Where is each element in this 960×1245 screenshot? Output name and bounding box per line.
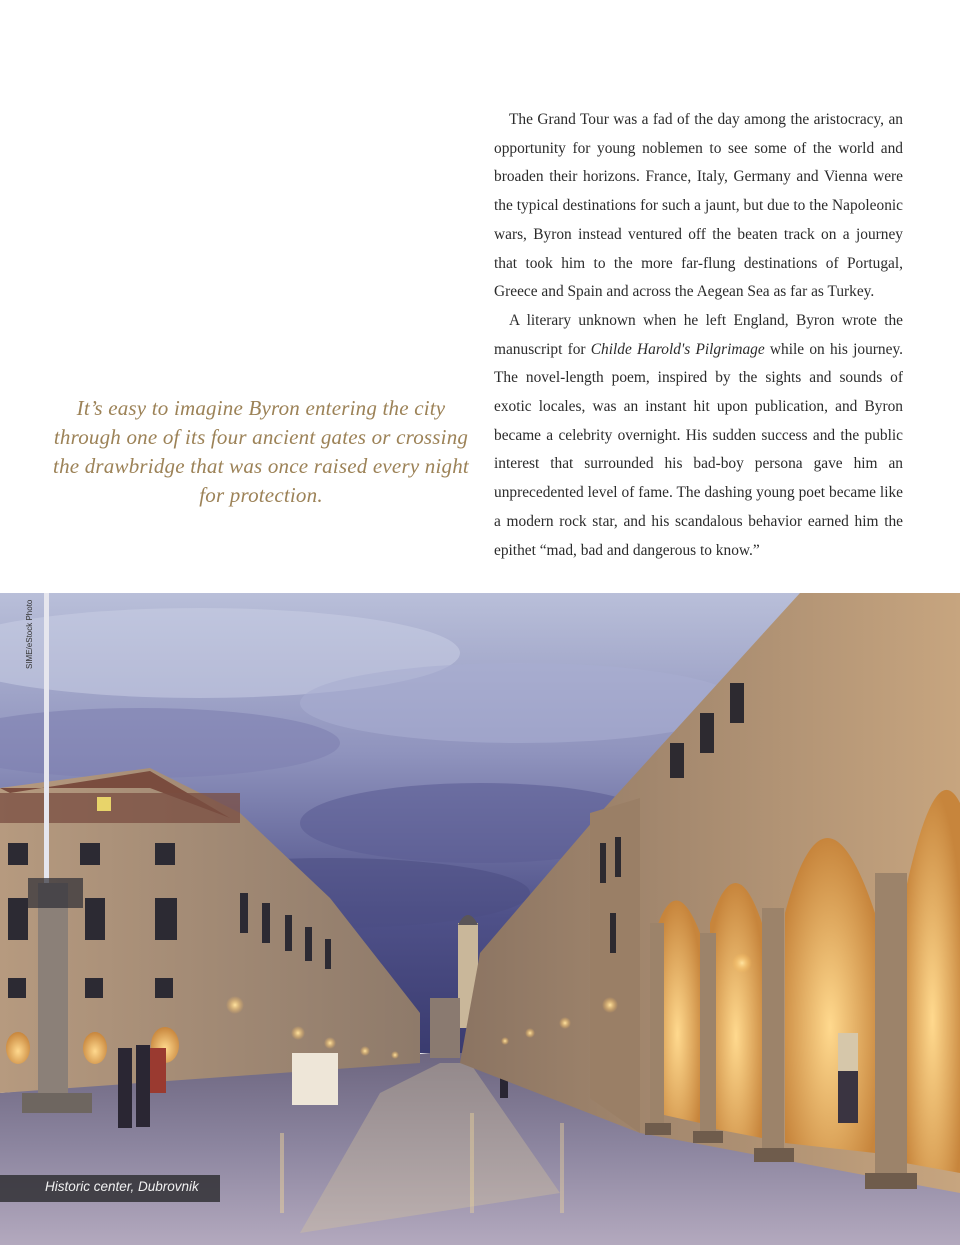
photo-credit [16, 597, 44, 675]
article-body [494, 106, 903, 565]
photo-caption: Historic center, Dubrovnik [45, 1179, 199, 1194]
dubrovnik-street-image [0, 593, 960, 1245]
pull-quote: It’s easy to imagine Byron entering the city through one of its four ancient gates or crossing the drawbridge that was once raised every night for protection. [53, 396, 469, 507]
dubrovnik-photo [0, 593, 960, 1245]
article-paragraph-2 [494, 307, 903, 565]
paragraph-2-lead: A literary unknown when he left England, Byron wrote the manuscript for [494, 311, 903, 358]
paragraph-2-rest: while on his journey. The novel-length poem, inspired by the sights and sounds of exotic locales, was an instant hit upon publication, and Byron became a celebrity overnight. His sudden success and the public interest that surrounded his bad-boy persona gave him an unprecedented level of fame. The dashing young poet became like a modern rock star, and his scandalous behavior earned him the epithet “mad, bad and dangerous to know.” [494, 340, 903, 559]
article-paragraph-1: The Grand Tour was a fad of the day among the aristocracy, an opportunity for young noblemen to see some of the world and broaden their horizons. France, Italy, Germany and Vienna were the typical destinations for such a jaunt, but due to the Napoleonic wars, Byron instead ventured off the beaten track on a journey that took him to the more far-flung destinations of Portugal, Greece and Spain and across the Aegean Sea as far as Turkey. [494, 111, 903, 301]
poem-title: Childe Harold's Pilgrimage [590, 340, 765, 358]
photo-credit-text: SIME/eStock Photo [25, 599, 34, 669]
